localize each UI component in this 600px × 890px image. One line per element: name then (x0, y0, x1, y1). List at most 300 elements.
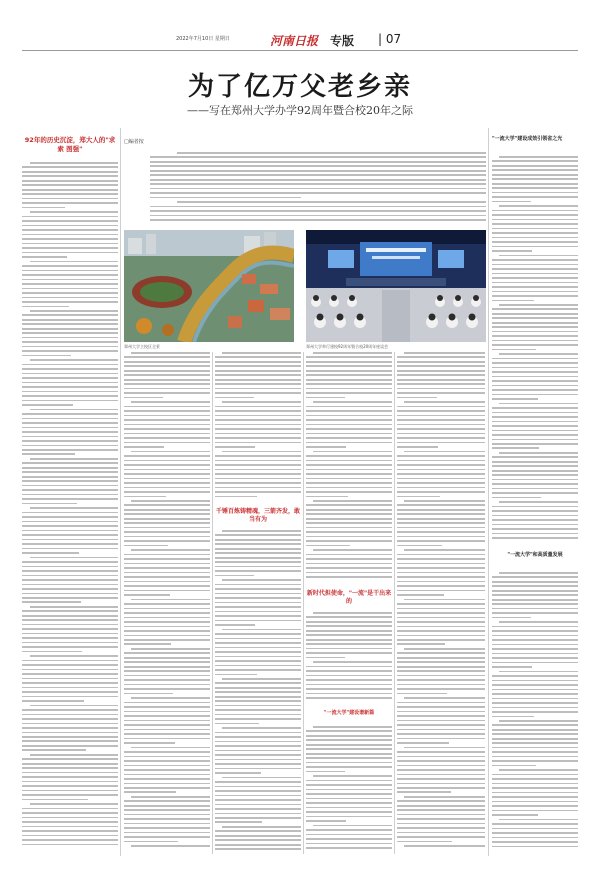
text-line (492, 362, 578, 364)
text-line (397, 572, 485, 574)
text-line (124, 585, 210, 587)
text-line (22, 418, 118, 420)
text-line (492, 223, 578, 225)
text-line (492, 774, 578, 776)
text-line (22, 400, 118, 402)
text-line (404, 500, 485, 502)
text-line (22, 467, 118, 469)
text-line (215, 705, 301, 707)
text-line (492, 169, 578, 171)
text-line (397, 374, 485, 376)
text-line (124, 365, 210, 367)
body-column-3b (306, 612, 392, 702)
text-line (306, 460, 392, 462)
text-line (22, 476, 118, 478)
text-line (397, 774, 485, 776)
text-line (492, 733, 578, 735)
text-line (22, 740, 118, 742)
text-line (492, 792, 578, 794)
text-line (397, 419, 485, 421)
text-line (313, 352, 392, 354)
text-line (215, 437, 301, 439)
text-line (30, 557, 118, 559)
text-line (397, 706, 485, 708)
text-line (492, 707, 578, 709)
text-line (397, 518, 485, 520)
text-line (150, 197, 301, 199)
text-line (22, 193, 118, 195)
text-line (22, 431, 118, 433)
text-line (22, 575, 118, 577)
text-line (492, 250, 532, 252)
text-line (124, 756, 210, 758)
text-line (397, 756, 485, 758)
text-line (215, 817, 301, 819)
text-line (22, 427, 118, 429)
text-line (22, 767, 118, 769)
text-line (22, 494, 118, 496)
column-rule (120, 128, 121, 856)
text-line (492, 210, 578, 212)
text-line (404, 845, 485, 847)
text-line (492, 680, 578, 682)
text-line (404, 648, 485, 650)
text-line (124, 554, 210, 556)
text-line (306, 753, 392, 755)
text-line (397, 446, 438, 448)
text-line (215, 548, 301, 550)
text-line (313, 612, 392, 614)
text-line (215, 433, 301, 435)
text-line (492, 778, 578, 780)
text-line (492, 483, 578, 485)
text-line (397, 666, 485, 668)
text-line (306, 744, 392, 746)
text-line (492, 219, 578, 221)
text-line (124, 661, 210, 663)
text-line (22, 561, 118, 563)
text-line (22, 386, 118, 388)
text-line (124, 442, 210, 444)
text-line (397, 365, 485, 367)
text-line (397, 626, 485, 628)
body-column-3a (306, 352, 392, 582)
text-line (124, 446, 164, 448)
text-line (124, 783, 210, 785)
text-line (306, 634, 392, 636)
text-line (22, 247, 118, 249)
text-line (404, 451, 485, 453)
text-line (22, 364, 118, 366)
text-line (397, 738, 485, 740)
text-line (306, 816, 392, 818)
text-line (150, 210, 486, 212)
text-line (492, 810, 578, 812)
text-line (306, 482, 392, 484)
text-line (215, 464, 301, 466)
text-line (22, 436, 118, 438)
text-line (22, 530, 118, 532)
text-line (124, 433, 210, 435)
text-line (124, 482, 210, 484)
text-line (222, 629, 301, 631)
text-line (215, 754, 301, 756)
text-line (499, 621, 578, 623)
text-line (124, 711, 210, 713)
text-line (499, 769, 578, 771)
text-line (222, 678, 301, 680)
text-line (124, 612, 210, 614)
text-line (492, 787, 578, 789)
text-line (397, 733, 485, 735)
text-line (306, 455, 392, 457)
text-line (492, 286, 578, 288)
text-line (22, 413, 118, 415)
text-line (397, 392, 485, 394)
text-line (397, 841, 452, 843)
text-line (313, 825, 392, 827)
text-line (124, 590, 210, 592)
text-line (306, 545, 350, 547)
text-line (492, 407, 578, 409)
column-rule (212, 352, 213, 854)
text-line (306, 513, 392, 515)
text-line (492, 331, 578, 333)
text-line (397, 379, 485, 381)
text-line (492, 183, 578, 185)
text-line (22, 579, 118, 581)
text-line (306, 392, 392, 394)
text-line (124, 778, 210, 780)
text-line (22, 821, 118, 823)
text-line (397, 783, 485, 785)
left-column-heading: 92年的历史沉淀，郑大人的"求索 图强" (24, 136, 116, 153)
text-line (124, 635, 210, 637)
text-line (306, 652, 392, 654)
text-line (492, 192, 578, 194)
text-line (492, 389, 578, 391)
text-line (222, 451, 301, 453)
text-line (492, 344, 578, 346)
text-line (215, 455, 301, 457)
text-line (22, 745, 118, 747)
text-line (397, 531, 485, 533)
text-line (492, 751, 578, 753)
text-line (492, 447, 539, 449)
text-line (492, 537, 578, 539)
text-line (22, 207, 65, 209)
text-line (492, 196, 578, 198)
text-line (22, 234, 118, 236)
text-line (215, 741, 301, 743)
text-line (22, 669, 118, 671)
text-line (215, 552, 301, 554)
text-line (306, 491, 392, 493)
left-column-body (22, 162, 118, 854)
text-line (397, 442, 485, 444)
text-line (215, 593, 301, 595)
text-line (492, 742, 578, 744)
right-column (492, 128, 578, 143)
text-line (22, 772, 118, 774)
column-rule (303, 352, 304, 854)
text-line (397, 711, 485, 713)
text-line (124, 356, 210, 358)
body-column-4 (397, 352, 485, 854)
text-line (404, 401, 485, 403)
text-line (150, 165, 486, 167)
text-line (492, 335, 578, 337)
text-line (124, 652, 210, 654)
text-line (492, 747, 578, 749)
text-line (306, 356, 392, 358)
text-line (150, 183, 486, 185)
text-line (124, 527, 210, 529)
text-line (397, 729, 485, 731)
text-line (215, 539, 301, 541)
text-line (306, 536, 392, 538)
text-line (215, 575, 254, 577)
text-line (306, 518, 392, 520)
text-line (397, 428, 485, 430)
text-line (22, 512, 118, 514)
text-line (215, 772, 261, 774)
text-line (492, 340, 578, 342)
text-line (306, 379, 392, 381)
text-line (124, 836, 210, 838)
text-line (124, 397, 163, 399)
text-line (397, 760, 485, 762)
text-line (124, 657, 210, 659)
text-line (306, 838, 392, 840)
text-line (22, 826, 118, 828)
text-line (215, 496, 257, 498)
text-line (124, 724, 210, 726)
text-line (306, 433, 392, 435)
text-line (124, 706, 210, 708)
text-line (306, 464, 392, 466)
text-line (215, 446, 255, 448)
text-line (306, 428, 392, 430)
text-line (124, 720, 210, 722)
text-line (306, 847, 392, 849)
text-line (306, 522, 392, 524)
text-line (22, 328, 118, 330)
text-line (22, 395, 118, 397)
text-line (397, 679, 485, 681)
text-line (492, 385, 578, 387)
text-line (492, 841, 578, 843)
text-line (215, 469, 301, 471)
text-line (124, 567, 210, 569)
text-line (215, 419, 301, 421)
text-line (215, 656, 301, 658)
text-line (397, 724, 485, 726)
text-line (397, 603, 485, 605)
text-line (397, 751, 485, 753)
text-line (492, 277, 578, 279)
text-line (215, 561, 301, 563)
text-line (215, 374, 301, 376)
text-line (215, 736, 301, 738)
text-line (306, 735, 392, 737)
text-line (215, 813, 301, 815)
text-line (313, 775, 392, 777)
text-line (306, 361, 392, 363)
text-line (124, 392, 210, 394)
text-line (22, 566, 118, 568)
text-line (492, 662, 578, 664)
text-line (22, 485, 118, 487)
text-line (22, 678, 118, 680)
text-line (124, 540, 210, 542)
text-line (215, 588, 301, 590)
text-line (492, 380, 578, 382)
text-line (492, 443, 578, 445)
text-line (492, 796, 578, 798)
text-line (124, 774, 210, 776)
text-line (131, 747, 210, 749)
text-line (22, 776, 118, 778)
text-line (124, 388, 210, 390)
text-line (22, 377, 118, 379)
text-line (215, 606, 301, 608)
text-line (124, 460, 210, 462)
headline: 为了亿万父老乡亲 (187, 72, 412, 102)
text-line (397, 437, 485, 439)
text-line (397, 630, 485, 632)
text-line (215, 611, 301, 613)
text-line (499, 304, 578, 306)
text-line (492, 456, 578, 458)
text-line (124, 504, 210, 506)
text-line (306, 563, 392, 565)
text-line (124, 558, 210, 560)
text-line (124, 370, 210, 372)
text-line (306, 473, 392, 475)
text-line (492, 214, 578, 216)
text-line (397, 478, 485, 480)
right-column-body-1 (492, 156, 578, 546)
text-line (124, 536, 210, 538)
text-line (124, 684, 210, 686)
text-line (222, 401, 301, 403)
text-line (22, 270, 118, 272)
text-line (150, 192, 486, 194)
text-line (397, 558, 485, 560)
text-line (22, 525, 118, 527)
text-line (22, 615, 118, 617)
text-line (22, 368, 118, 370)
text-line (215, 415, 301, 417)
text-line (215, 624, 255, 626)
campus-photo-caption: 郑州大学主校区全景 (124, 344, 160, 349)
text-line (215, 839, 301, 841)
text-line (499, 255, 578, 257)
text-line (22, 166, 118, 168)
text-line (499, 671, 578, 673)
text-line (397, 639, 485, 641)
text-line (22, 189, 118, 191)
text-line (22, 521, 118, 523)
text-line (124, 518, 210, 520)
text-line (22, 727, 118, 729)
text-line (397, 356, 485, 358)
text-line (313, 401, 392, 403)
text-line (499, 403, 578, 405)
text-line (492, 241, 578, 243)
text-line (215, 750, 301, 752)
text-line (215, 768, 301, 770)
text-line (492, 617, 531, 619)
text-line (124, 818, 210, 820)
text-line (397, 563, 485, 565)
text-line (306, 730, 392, 732)
text-line (492, 711, 578, 713)
text-line (492, 470, 578, 472)
text-line (215, 620, 301, 622)
text-line (222, 530, 301, 532)
text-line (404, 796, 485, 798)
text-line (22, 265, 118, 267)
editor-note (124, 138, 486, 226)
text-line (397, 397, 437, 399)
text-line (306, 820, 346, 822)
text-line (22, 839, 118, 841)
text-line (492, 846, 578, 848)
text-line (215, 804, 301, 806)
text-line (124, 424, 210, 426)
text-line (404, 747, 485, 749)
text-line (492, 174, 578, 176)
text-line (124, 581, 210, 583)
text-line (306, 504, 392, 506)
text-line (124, 415, 210, 417)
text-line (492, 268, 578, 270)
text-line (397, 473, 485, 475)
text-line (124, 608, 210, 610)
text-line (22, 279, 118, 281)
text-line (124, 630, 210, 632)
text-line (492, 585, 578, 587)
text-line (22, 812, 118, 814)
text-line (397, 836, 485, 838)
text-line (306, 509, 392, 511)
text-line (124, 688, 210, 690)
text-line (22, 332, 118, 334)
text-line (22, 601, 81, 603)
text-line (492, 259, 578, 261)
text-line (492, 479, 578, 481)
text-line (22, 646, 118, 648)
text-line (124, 729, 210, 731)
text-line (492, 626, 578, 628)
text-line (22, 844, 118, 846)
text-line (404, 549, 485, 551)
text-line (492, 581, 578, 583)
text-line (313, 549, 392, 551)
text-line (150, 179, 486, 181)
text-line (124, 437, 210, 439)
text-line (215, 460, 301, 462)
text-line (492, 837, 578, 839)
text-line (215, 844, 301, 846)
text-line (124, 791, 176, 793)
text-line (124, 809, 210, 811)
text-line (30, 359, 118, 361)
text-line (397, 513, 485, 515)
text-line (492, 648, 578, 650)
